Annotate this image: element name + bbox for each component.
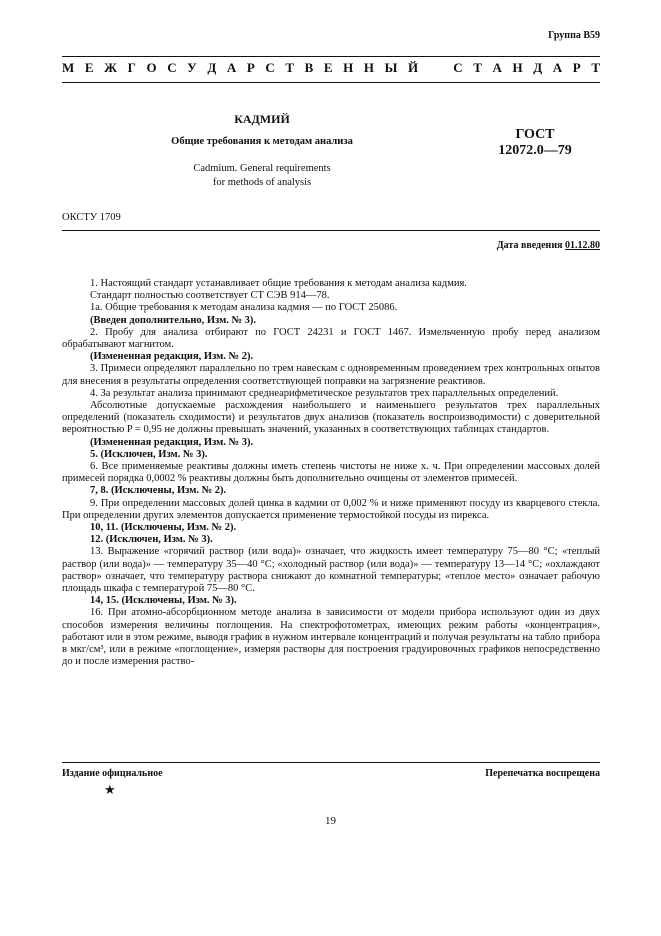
date-label: Дата введения	[496, 240, 563, 251]
body-paragraph: 5. (Исключен, Изм. № 3).	[90, 448, 208, 460]
interstate-standard-banner	[62, 60, 600, 76]
banner-letter: Д	[533, 60, 543, 75]
body-paragraph: 10, 11. (Исключены, Изм. № 2).	[90, 522, 237, 534]
banner-letter: У	[187, 60, 197, 75]
banner-letter: А	[492, 60, 502, 75]
body-paragraph: Стандарт полностью соответствует СТ СЭВ 914—78.	[90, 290, 330, 302]
banner-letter: Н	[343, 60, 354, 75]
body-paragraph: (Измененная редакция, Изм. № 2).	[90, 351, 254, 363]
banner-letter: О	[146, 60, 157, 75]
english-title-line-2: for methods of analysis	[212, 177, 312, 188]
footer-rule	[62, 762, 600, 763]
body-paragraph: 14, 15. (Исключены, Изм. № 3).	[90, 595, 237, 607]
banner-letter: Т	[591, 60, 600, 75]
gost-designation	[470, 127, 600, 159]
body-paragraph: 7, 8. (Исключены, Изм. № 2).	[90, 485, 227, 497]
banner-letter: В	[304, 60, 314, 75]
gost-label: ГОСТ	[515, 127, 555, 142]
banner-letter: А	[226, 60, 237, 75]
body-paragraph: 6. Все применяемые реактивы должны иметь степень чистоты не ниже х. ч. При определении массовых долей примесей порядка 0,0002 % реактивы должны быть дополнительно очищены от элементов примесей.	[62, 461, 600, 485]
banner-letter: Н	[363, 60, 375, 75]
banner-letter: С	[453, 60, 463, 75]
banner-letter	[429, 60, 443, 76]
okstu-rule	[62, 230, 600, 231]
reprint-prohibited-label: Перепечатка воспрещена	[485, 768, 600, 779]
okstu-code: ОКСТУ 1709	[62, 212, 121, 223]
banner-letter: Ы	[384, 60, 398, 75]
document-body	[62, 278, 600, 669]
banner-letter: Н	[512, 60, 523, 75]
english-title	[62, 162, 462, 190]
body-paragraph: 1. Настоящий стандарт устанавливает общие требования к методам анализа кадмия.	[90, 278, 467, 289]
top-rule	[62, 56, 600, 57]
body-paragraph: 4. За результат анализа принимают среднеарифметическое результатов трех параллельных определений.	[90, 387, 559, 399]
body-paragraph: (Введен дополнительно, Изм. № 3).	[90, 314, 257, 326]
group-code: Группа В59	[548, 30, 600, 41]
banner-letter: Г	[127, 60, 136, 75]
banner-letter: А	[552, 60, 563, 75]
banner-letter: Р	[572, 60, 581, 75]
banner-letter: Т	[285, 60, 295, 75]
banner-letter: Д	[207, 60, 217, 75]
gost-number: 12072.0—79	[498, 143, 572, 158]
official-edition-label: Издание официальное	[62, 768, 163, 779]
banner-letter: Ж	[104, 60, 117, 75]
body-paragraph: 1а. Общие требования к методам анализа кадмия — по ГОСТ 25086.	[90, 302, 398, 314]
banner-letter: С	[167, 60, 177, 75]
body-paragraph: 3. Примеси определяют параллельно по трем навескам с одновременным проведением трех контрольных опытов для внесения в результаты определения соответствующей поправки на загрязнение реактивов.	[62, 363, 600, 387]
body-paragraph: (Измененная редакция, Изм. № 3).	[90, 436, 254, 448]
body-paragraph: 2. Пробу для анализа отбирают по ГОСТ 24231 и ГОСТ 1467. Измельченную пробу перед анализом обрабатывают магнитом.	[62, 326, 600, 351]
body-paragraph: Абсолютные допускаемые расхождения наибольшего и наименьшего результатов трех параллельных определений (показатель сходимости) и результатов двух анализов (показатель воспроизводимости) с доверительной вероятностью P = 0,95 не должны превышать значений, указанных в соответствующих таблицах стандартов.	[62, 400, 600, 436]
banner-letter: Т	[473, 60, 482, 75]
body-paragraph: 16. При атомно-абсорбционном методе анализа в зависимости от модели прибора используют один из двух способов измерения величины поглощения. На спектрофотометрах, имеющих режим работы «концентрация», работают или в этом режиме, выводя график в нужном интервале концентраций и получая результаты на табло прибора в мкг/см³, или в режиме «поглощение», измеряя растворы для построения градуировочных графиков непосредственно до и после измерения раство-	[62, 607, 600, 668]
banner-bottom-rule	[62, 82, 600, 83]
banner-letter: Е	[323, 60, 333, 75]
english-title-line-1: Cadmium. General requirements	[193, 163, 331, 174]
banner-letter: Й	[407, 60, 419, 75]
body-paragraph: 13. Выражение «горячий раствор (или вода)» означает, что жидкость имеет температуру 75—80 °С; «теплый раствор (или вода)» — температуру 35—40 °С; «холодный раствор (или вода)» — температуру 13—14 °С; «охлаждают раствор» означает, что температуру раствора снижают до комнатной температуры; «теплое место» означает рабочую площадь шкафа с температурой 75—80 °С.	[62, 546, 600, 595]
document-subtitle: Общие требования к методам анализа	[171, 136, 353, 147]
banner-letter: Р	[246, 60, 255, 75]
star-icon: ★	[104, 782, 116, 797]
body-paragraph: 9. При определении массовых долей цинка в кадмии от 0,002 % и ниже применяют посуду из кварцевого стекла. При определении других элементов допускается применение термостойкой посуды из пирекса.	[62, 497, 600, 521]
effective-date	[380, 240, 600, 251]
document-title: КАДМИЙ	[234, 112, 290, 126]
date-value: 01.12.80	[565, 240, 600, 251]
body-paragraph: 12. (Исключен, Изм. № 3).	[90, 534, 213, 546]
banner-letter: М	[62, 60, 75, 75]
page-number: 19	[325, 815, 336, 827]
banner-letter: С	[265, 60, 275, 75]
banner-letter: Е	[84, 60, 94, 75]
